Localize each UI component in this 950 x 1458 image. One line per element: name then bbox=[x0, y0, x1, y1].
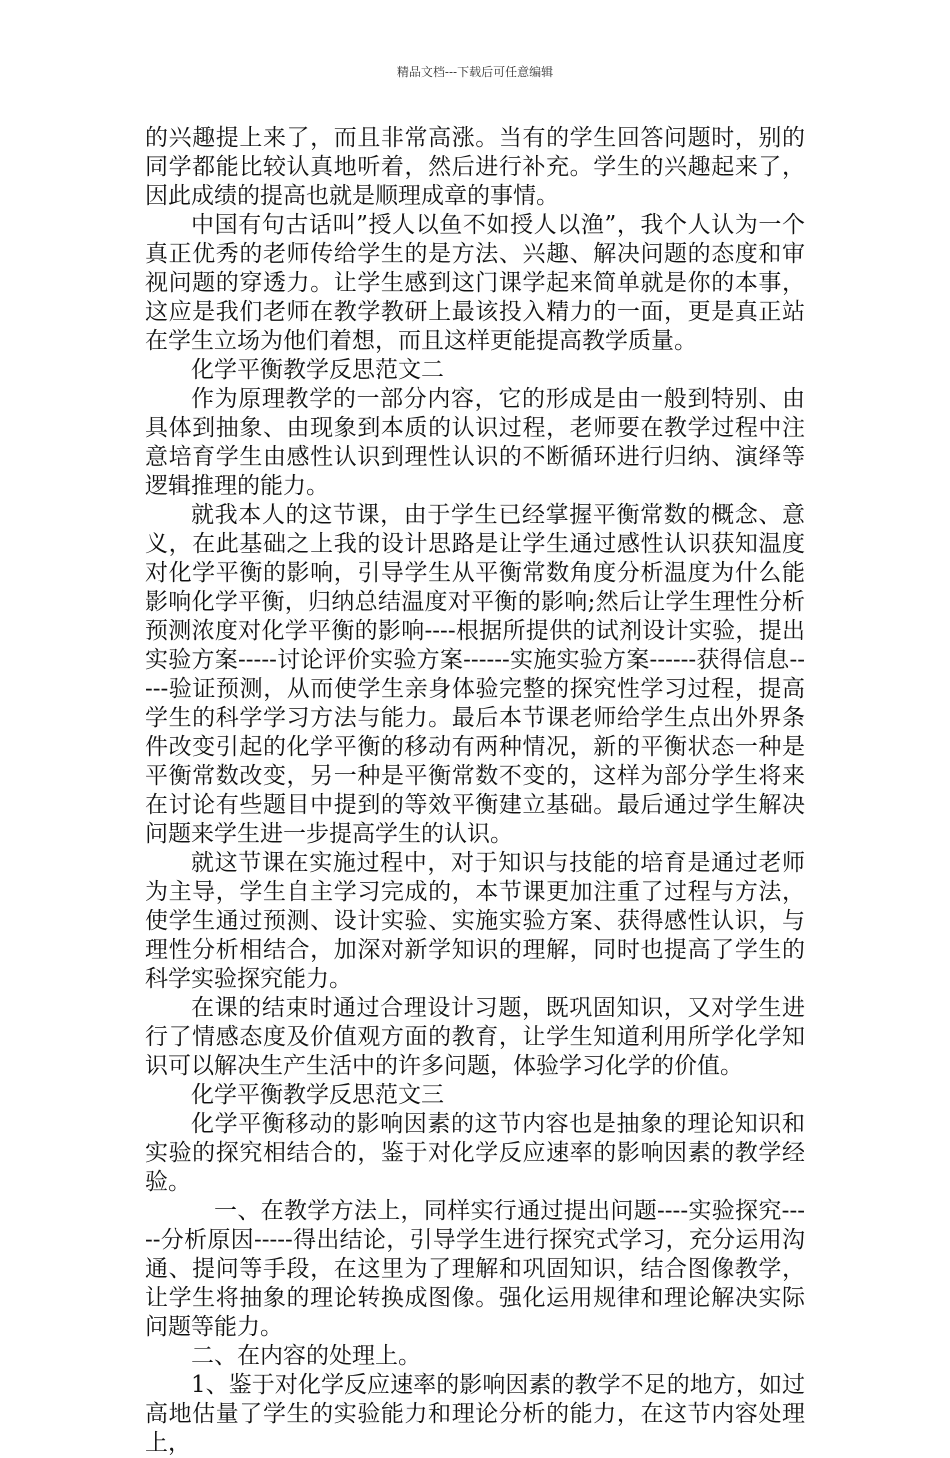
paragraph-9: 二、在内容的处理上。 bbox=[191, 1343, 421, 1369]
page-header: 精品文档---下载后可任意编辑 bbox=[396, 65, 554, 79]
paragraph-7: 化学平衡移动的影响因素的这节内容也是抽象的理论知识和实验的探究相结合的，鉴于对化学反应速率的影响因素的教学经验。 bbox=[145, 1111, 805, 1195]
paragraph-10: 1、鉴于对化学反应速率的影响因素的教学不足的地方，如过高地估量了学生的实验能力和理论分析的能力，在这节内容处理上， bbox=[145, 1372, 805, 1456]
paragraph-6: 在课的结束时通过合理设计习题，既巩固知识，又对学生进行了情感态度及价值观方面的教育，让学生知道利用所学化学知识可以解决生产生活中的许多问题，体验学习化学的价值。 bbox=[145, 995, 805, 1079]
paragraph-3: 作为原理教学的一部分内容，它的形成是由一般到特别、由具体到抽象、由现象到本质的认识过程，老师要在教学过程中注意培育学生由感性认识到理性认识的不断循环进行归纳、演绎等逻辑推理的能力。 bbox=[145, 386, 805, 499]
paragraph-8: 一、在教学方法上，同样实行通过提出问题----实验探究-----分析原因-----得出结论，引导学生进行探究式学习，充分运用沟通、提问等手段，在这里为了理解和巩固知识，结合图像教学，让学生将抽象的理论转换成图像。强化运用规律和理论解决实际问题等能力。 bbox=[145, 1198, 805, 1340]
document-body bbox=[145, 124, 805, 1458]
paragraph-2: 中国有句古话叫”授人以鱼不如授人以渔”，我个人认为一个真正优秀的老师传给学生的是方法、兴趣、解决问题的态度和审视问题的穿透力。让学生感到这门课学起来简单就是你的本事，这应是我们老师在教学教研上最该投入精力的一面，更是真正站在学生立场为他们着想，而且这样更能提高教学质量。 bbox=[145, 212, 805, 354]
paragraph-1: 的兴趣提上来了，而且非常高涨。当有的学生回答问题时，别的同学都能比较认真地听着，然后进行补充。学生的兴趣起来了，因此成绩的提高也就是顺理成章的事情。 bbox=[145, 125, 805, 209]
section-heading-3: 化学平衡教学反思范文三 bbox=[191, 1082, 444, 1108]
section-heading-2: 化学平衡教学反思范文二 bbox=[191, 357, 444, 383]
paragraph-5: 就这节课在实施过程中，对于知识与技能的培育是通过老师为主导，学生自主学习完成的，本节课更加注重了过程与方法，使学生通过预测、设计实验、实施实验方案、获得感性认识，与理性分析相结合，加深对新学知识的理解，同时也提高了学生的科学实验探究能力。 bbox=[145, 850, 805, 992]
paragraph-4: 就我本人的这节课，由于学生已经掌握平衡常数的概念、意义，在此基础之上我的设计思路是让学生通过感性认识获知温度对化学平衡的影响，引导学生从平衡常数角度分析温度为什么能影响化学平衡，归纳总结温度对平衡的影响;然后让学生理性分析预测浓度对化学平衡的影响----根据所提供的试剂设计实验，提出实验方案-----讨论评价实验方案------实施实验方案------获得信息-----验证预测，从而使学生亲身体验完整的探究性学习过程，提高学生的科学学习方法与能力。最后本节课老师给学生点出外界条件改变引起的化学平衡的移动有两种情况，新的平衡状态一种是平衡常数改变，另一种是平衡常数不变的，这样为部分学生将来在讨论有些题目中提到的等效平衡建立基础。最后通过学生解决问题来学生进一步提高学生的认识。 bbox=[145, 502, 805, 847]
